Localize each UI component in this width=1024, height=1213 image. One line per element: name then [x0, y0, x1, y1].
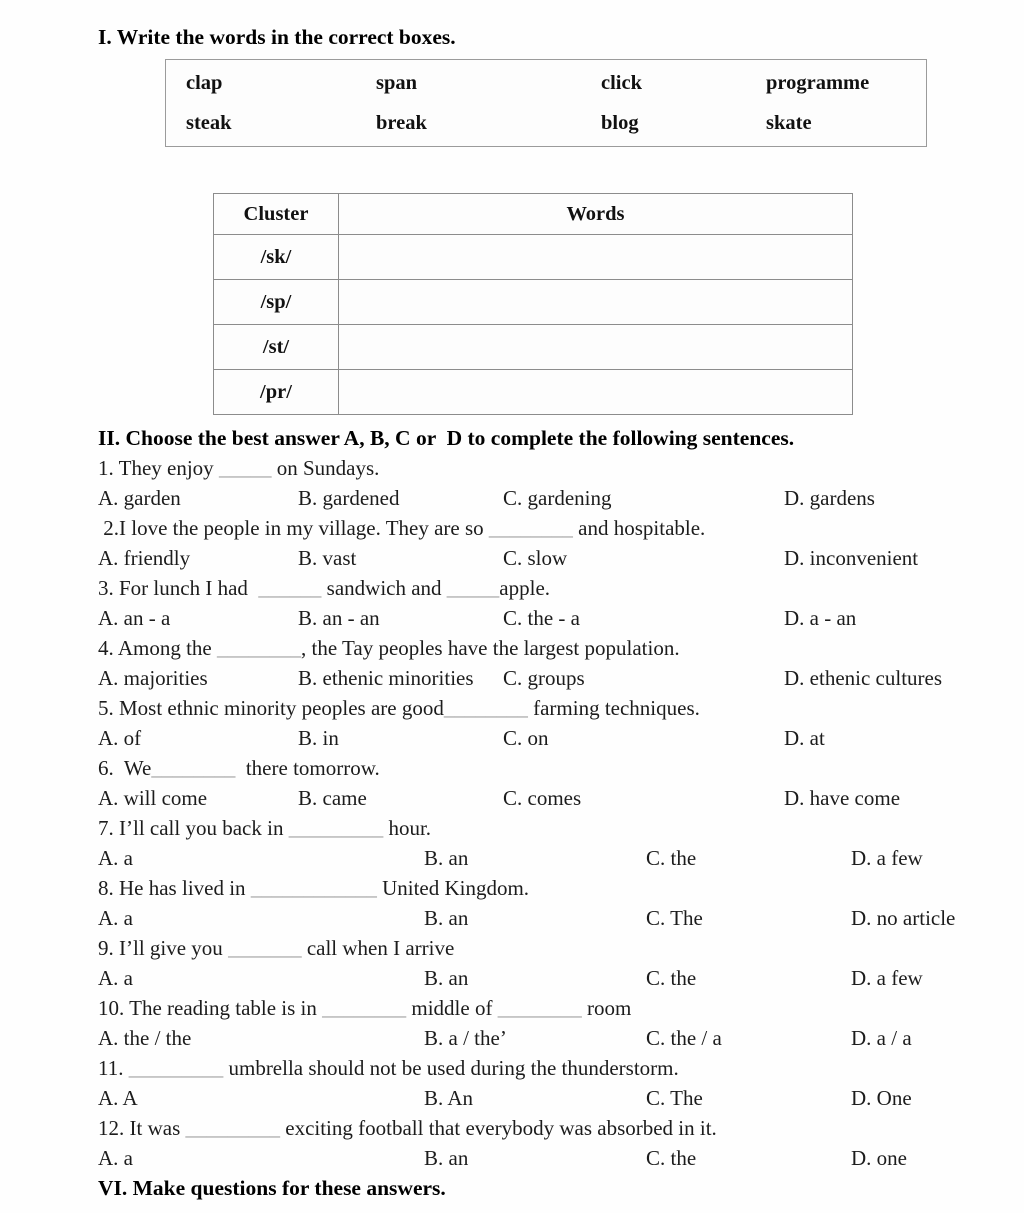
- word-item: steak: [186, 111, 232, 134]
- option: B. gardened: [298, 486, 400, 510]
- option: D. a few: [851, 966, 923, 990]
- option: A. friendly: [98, 546, 191, 570]
- answer-blank: ____________: [250, 876, 377, 900]
- option: A. a: [98, 966, 133, 990]
- cluster-label: /sk/: [214, 235, 339, 280]
- option: A. the / the: [98, 1026, 192, 1050]
- question-text: 1. They enjoy _____ on Sundays.: [98, 456, 380, 480]
- option: A. garden: [98, 486, 181, 510]
- cluster-table-body: [214, 235, 853, 415]
- word-row: [186, 63, 926, 103]
- option: B. vast: [298, 546, 357, 570]
- words-column-header: Words: [339, 194, 853, 235]
- option: B. an: [424, 846, 469, 870]
- answer-blank: _________: [185, 1116, 280, 1140]
- answer-blank: _________: [128, 1056, 224, 1080]
- words-answer-cell: [339, 325, 853, 370]
- option: B. an: [424, 1146, 469, 1170]
- option: D. a / a: [851, 1026, 912, 1050]
- option: C. The: [646, 1086, 703, 1110]
- answer-blank: _____: [218, 456, 272, 480]
- word-item: skate: [766, 111, 812, 134]
- question-text: 10. The reading table is in ________ middle of ________ room: [98, 996, 632, 1020]
- cluster-label: /sp/: [214, 280, 339, 325]
- option: A. an - a: [98, 606, 171, 630]
- option: C. the - a: [503, 606, 580, 630]
- word-item: programme: [766, 71, 870, 94]
- words-answer-cell: [339, 370, 853, 415]
- cluster-table-row: [214, 325, 853, 370]
- question-text: 6. We________ there tomorrow.: [98, 756, 380, 780]
- cluster-table: [213, 193, 853, 415]
- answer-blank: ________: [443, 696, 528, 720]
- option: D. a - an: [784, 606, 857, 630]
- question-text: 9. I’ll give you _______ call when I arrive: [98, 936, 455, 960]
- section1-heading: I. Write the words in the correct boxes.: [98, 25, 456, 49]
- option: D. at: [784, 726, 825, 750]
- answer-blank: ______: [258, 576, 322, 600]
- option: B. a / the’: [424, 1026, 507, 1050]
- option: B. in: [298, 726, 339, 750]
- question-text: 8. He has lived in ____________ United Kingdom.: [98, 876, 530, 900]
- options-row: [98, 783, 996, 813]
- word-item: click: [601, 71, 642, 94]
- option: A. a: [98, 906, 133, 930]
- cluster-table-row: [214, 370, 853, 415]
- answer-blank: ________: [151, 756, 236, 780]
- option: A. majorities: [98, 666, 208, 690]
- answer-blank: _______: [228, 936, 302, 960]
- option: C. slow: [503, 546, 568, 570]
- question-text: 4. Among the ________, the Tay peoples have the largest population.: [98, 636, 680, 660]
- option: C. groups: [503, 666, 585, 690]
- answer-blank: ________: [497, 996, 582, 1020]
- question: [98, 753, 996, 813]
- question: [98, 813, 996, 873]
- cluster-label: /st/: [214, 325, 339, 370]
- option: C. the: [646, 966, 697, 990]
- question: [98, 933, 996, 993]
- option: D. a few: [851, 846, 923, 870]
- options-row: [98, 903, 996, 933]
- option: A. will come: [98, 786, 208, 810]
- question: [98, 633, 996, 693]
- question-text: 2.I love the people in my village. They are so ________ and hospitable.: [98, 516, 706, 540]
- question-text: 5. Most ethnic minority peoples are good________ farming techniques.: [98, 696, 700, 720]
- questions-list: [98, 453, 996, 1173]
- word-box: [165, 59, 927, 147]
- option: A. of: [98, 726, 142, 750]
- question-text: 11. _________ umbrella should not be used during the thunderstorm.: [98, 1056, 679, 1080]
- question: [98, 1113, 996, 1173]
- cluster-label: /pr/: [214, 370, 339, 415]
- answer-blank: ________: [217, 636, 301, 660]
- question: [98, 693, 996, 753]
- question: [98, 993, 996, 1053]
- options-row: [98, 1083, 996, 1113]
- option: B. an: [424, 906, 469, 930]
- options-row: [98, 963, 996, 993]
- option: C. The: [646, 906, 703, 930]
- options-row: [98, 723, 996, 753]
- option: C. the / a: [646, 1026, 722, 1050]
- answer-blank: ________: [488, 516, 573, 540]
- options-row: [98, 663, 996, 693]
- option: D. One: [851, 1086, 912, 1110]
- option: D. ethenic cultures: [784, 666, 943, 690]
- option: C. comes: [503, 786, 582, 810]
- options-row: [98, 1143, 996, 1173]
- section3-heading: VI. Make questions for these answers.: [98, 1176, 446, 1200]
- options-row: [98, 843, 996, 873]
- option: B. came: [298, 786, 367, 810]
- option: D. one: [851, 1146, 907, 1170]
- options-row: [98, 603, 996, 633]
- answer-blank: _____: [446, 576, 500, 600]
- option: B. ethenic minorities: [298, 666, 474, 690]
- word-item: blog: [601, 111, 639, 134]
- option: A. a: [98, 1146, 133, 1170]
- cluster-table-row: [214, 235, 853, 280]
- option: D. inconvenient: [784, 546, 919, 570]
- options-row: [98, 543, 996, 573]
- option: A. a: [98, 846, 133, 870]
- option: C. gardening: [503, 486, 612, 510]
- words-answer-cell: [339, 235, 853, 280]
- words-answer-cell: [339, 280, 853, 325]
- option: D. no article: [851, 906, 956, 930]
- cluster-table-row: [214, 280, 853, 325]
- option: B. An: [424, 1086, 474, 1110]
- option: C. the: [646, 1146, 697, 1170]
- question: [98, 1053, 996, 1113]
- cluster-table-head: [214, 194, 853, 235]
- option: D. have come: [784, 786, 901, 810]
- cluster-column-header: Cluster: [214, 194, 339, 235]
- word-item: break: [376, 111, 427, 134]
- option: C. on: [503, 726, 549, 750]
- answer-blank: ________: [322, 996, 407, 1020]
- option: A. A: [98, 1086, 138, 1110]
- word-item: span: [376, 71, 418, 94]
- question-text: 12. It was _________ exciting football that everybody was absorbed in it.: [98, 1116, 717, 1140]
- answer-blank: _________: [288, 816, 384, 840]
- option: C. the: [646, 846, 697, 870]
- options-row: [98, 483, 996, 513]
- word-item: clap: [186, 71, 223, 94]
- section2-heading: II. Choose the best answer A, B, C or D to complete the following sentences.: [98, 426, 795, 450]
- question: [98, 513, 996, 573]
- options-row: [98, 1023, 996, 1053]
- question-text: 7. I’ll call you back in _________ hour.: [98, 816, 432, 840]
- option: B. an - an: [298, 606, 380, 630]
- option: D. gardens: [784, 486, 875, 510]
- question: [98, 873, 996, 933]
- word-row: [186, 103, 926, 143]
- question-text: 3. For lunch I had ______ sandwich and _____apple.: [98, 576, 551, 600]
- option: B. an: [424, 966, 469, 990]
- question: [98, 573, 996, 633]
- question: [98, 453, 996, 513]
- cluster-table-header-row: [214, 194, 853, 235]
